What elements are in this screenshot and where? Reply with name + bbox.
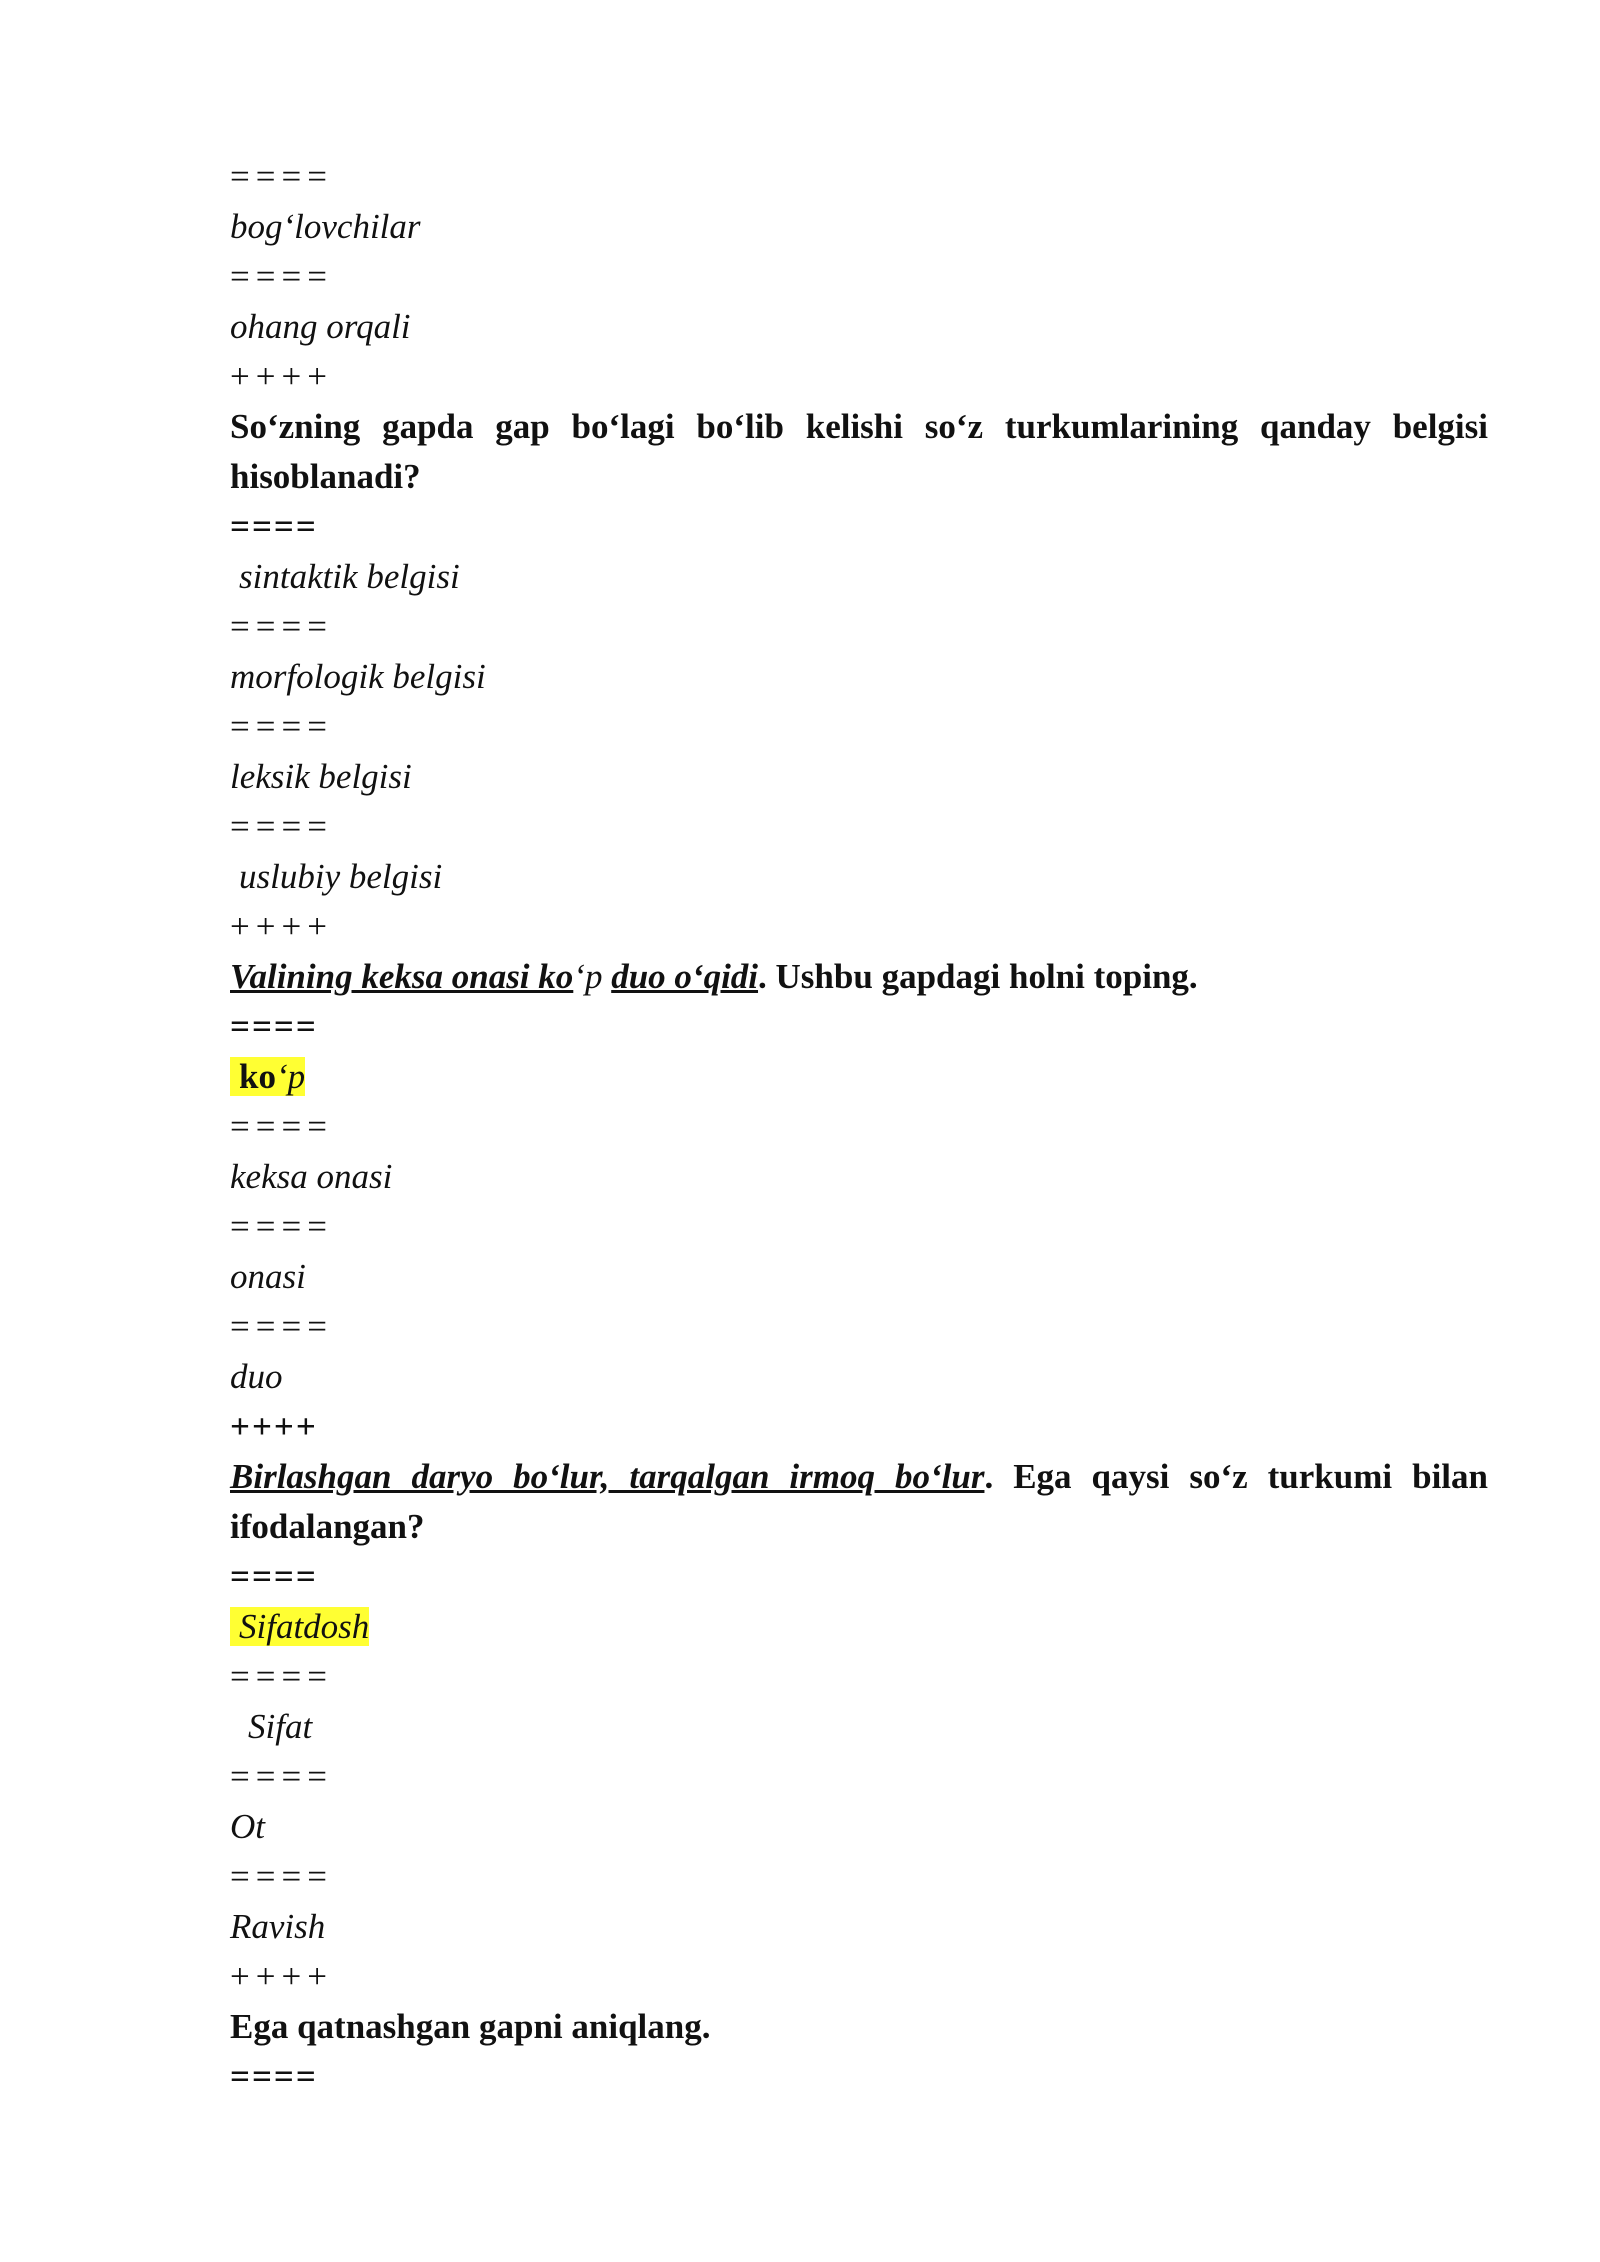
separator-plus: ++++ bbox=[230, 907, 333, 946]
correct-answer bbox=[230, 1602, 1488, 1652]
separator: ==== bbox=[230, 1107, 333, 1146]
option-text: keksa onasi bbox=[230, 1157, 393, 1196]
option-text: onasi bbox=[230, 1257, 306, 1296]
separator: ==== bbox=[230, 2057, 318, 2096]
answer-italic-part: ‘p bbox=[275, 1057, 306, 1096]
question-text: So‘zning gapda gap bo‘lagi bo‘lib kelishi so‘z turkumlarining qanday belgisi hisoblanadi? bbox=[230, 407, 1488, 496]
question-rest: . Ega qaysi so‘z turkumi bilan ifodalangan? bbox=[230, 1457, 1488, 1546]
question-rest: . Ushbu gapdagi holni toping. bbox=[758, 957, 1198, 996]
separator: ==== bbox=[230, 1757, 333, 1796]
option-text: leksik belgisi bbox=[230, 757, 412, 796]
underlined-sentence: Birlashgan daryo bo‘lur, tarqalgan irmoq bo‘lur bbox=[230, 1457, 985, 1496]
separator: ==== bbox=[230, 1207, 333, 1246]
separator: ==== bbox=[230, 807, 333, 846]
option-text: Ravish bbox=[230, 1907, 326, 1946]
option-text: morfologik belgisi bbox=[230, 657, 486, 696]
option-text: Sifat bbox=[248, 1707, 313, 1746]
option-text: bog‘lovchilar bbox=[230, 207, 421, 246]
separator: ==== bbox=[230, 1307, 333, 1346]
separator-plus: ++++ bbox=[230, 1407, 318, 1446]
option-text: ohang orqali bbox=[230, 307, 411, 346]
separator-plus: ++++ bbox=[230, 1957, 333, 1996]
separator: ==== bbox=[230, 257, 333, 296]
separator: ==== bbox=[230, 157, 333, 196]
question-text bbox=[230, 952, 1488, 1002]
correct-answer bbox=[230, 1052, 1488, 1102]
answer-highlight: Sifatdosh bbox=[230, 1607, 369, 1646]
option-text: sintaktik belgisi bbox=[239, 557, 460, 596]
separator: ==== bbox=[230, 1857, 333, 1896]
separator: ==== bbox=[230, 607, 333, 646]
underlined-sentence: duo o‘qidi bbox=[611, 957, 759, 996]
option-text: Ot bbox=[230, 1807, 265, 1846]
question-text bbox=[230, 1452, 1488, 1552]
answer-bold-part: ko bbox=[239, 1057, 276, 1096]
separator: ==== bbox=[230, 1557, 318, 1596]
separator: ==== bbox=[230, 1657, 333, 1696]
separator: ==== bbox=[230, 1007, 318, 1046]
question-text: Ega qatnashgan gapni aniqlang. bbox=[230, 2007, 711, 2046]
sentence-fragment: ‘p bbox=[573, 957, 603, 996]
answer-highlight bbox=[230, 1057, 305, 1096]
separator: ==== bbox=[230, 507, 318, 546]
separator-plus: ++++ bbox=[230, 357, 333, 396]
separator: ==== bbox=[230, 707, 333, 746]
option-text: duo bbox=[230, 1357, 283, 1396]
underlined-sentence: Valining keksa onasi ko bbox=[230, 957, 574, 996]
option-text: uslubiy belgisi bbox=[239, 857, 443, 896]
